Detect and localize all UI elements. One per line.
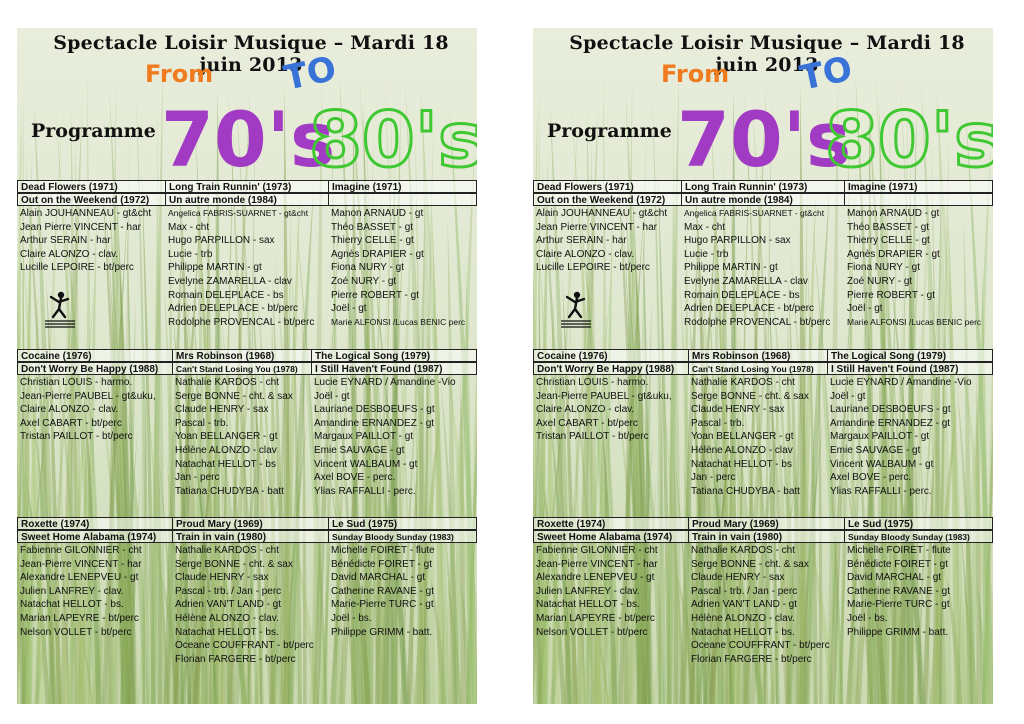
performer-line: Claude HENRY - sax	[175, 572, 269, 584]
logo-to-text: TO	[280, 48, 340, 99]
performer-line: Christian LOUIS - harmo.	[536, 377, 649, 388]
performer-line: Lucie EYNARD / Amandine -Vio	[830, 377, 972, 388]
performer-line: Alain JOUHANNEAU - gt&cht	[20, 208, 152, 219]
song-title-cell: Long Train Runnin' (1973)	[165, 180, 329, 193]
performer-line: Adrien DELEPLACE - bt/perc	[684, 303, 815, 315]
performer-line: Claire ALONZO - clav.	[20, 248, 119, 260]
performer-line: Théo BASSET - gt	[331, 221, 414, 233]
song-title-cell: The Logical Song (1979)	[311, 349, 477, 362]
performer-line: Angelica FABRIS-SUARNET - gt&cht	[684, 208, 825, 218]
performer-line: Agnès DRAPIER - gt	[847, 248, 940, 260]
performer-line: Manon ARNAUD - gt	[331, 208, 424, 219]
performer-line: Evelyne ZAMARELLA - clav	[168, 276, 292, 287]
song-title-cell: Long Train Runnin' (1973)	[681, 180, 845, 193]
performer-line: Hugo PARPILLON - sax	[168, 235, 275, 247]
performer-line: Lucille LEPOIRE - bt/perc	[20, 262, 134, 274]
performer-line: Lucie - trb	[684, 248, 729, 260]
performer-line: Max - cht	[168, 221, 210, 233]
performer-line: Natachat HELLOT - bs.	[536, 599, 640, 611]
performer-line: Florian FARGERE - bt/perc	[691, 653, 812, 665]
performer-line: Emie SAUVAGE - gt	[830, 445, 921, 456]
performer-line: Jan - perc	[175, 472, 220, 484]
performer-line: Hélène ALONZO - clav	[175, 445, 277, 456]
performer-line: Jean Pierre VINCENT - har	[20, 221, 141, 233]
song-title-cell: Proud Mary (1969)	[688, 517, 845, 530]
song-title-cell: I Still Haven't Found (1987)	[311, 362, 477, 375]
performer-line: Fabienne GILONNIER - cht	[20, 545, 142, 556]
performer-line: Lauriane DESBOEUFS - gt	[314, 404, 435, 416]
program-title: Spectacle Loisir Musique – Mardi 18 juin 2013	[53, 32, 449, 76]
song-title-cell: Can't Stand Losing You (1978)	[172, 362, 312, 375]
performer-line: Serge BONNE - cht. & sax	[691, 390, 809, 402]
performer-line: Emie SAUVAGE - gt	[314, 445, 405, 456]
performer-line: Philippe GRIMM - batt.	[331, 626, 433, 638]
performer-line: Vincent WALBAUM - gt	[314, 458, 418, 470]
performer-line: Nathalie KARDOS - cht	[175, 377, 279, 388]
logo-70s-text: 70's	[677, 95, 852, 184]
logo-from-text: From	[661, 60, 730, 88]
performer-line: Bénédicte FOIRET - gt	[847, 558, 948, 570]
performer-line: Pierre ROBERT - gt	[331, 289, 419, 301]
performer-line: Oceane COUFFRANT - bt/perc	[691, 640, 830, 652]
from-70s-to-80s-logo	[653, 46, 993, 186]
performer-line: Claire ALONZO - clav.	[20, 404, 119, 416]
performer-line: Fabienne GILONNIER - cht	[536, 545, 658, 556]
song-title-cell: Dead Flowers (1971)	[17, 180, 166, 193]
performer-line: Serge BONNE - cht. & sax	[691, 558, 809, 570]
performer-line: Adrien VAN'T LAND - gt	[691, 599, 798, 611]
song-title-cell: Le Sud (1975)	[844, 517, 993, 530]
performer-line: David MARCHAL - gt	[847, 572, 942, 584]
performer-line: Marie-Pierre TURC - gt	[847, 599, 950, 611]
song-title-cell: Don't Worry Be Happy (1988)	[17, 362, 173, 375]
performer-line: Philippe MARTIN - gt	[684, 262, 778, 274]
performer-line: Adrien VAN'T LAND - gt	[175, 599, 282, 611]
performer-line: Vincent WALBAUM - gt	[830, 458, 934, 470]
song-title-cell: Sweet Home Alabama (1974)	[533, 530, 689, 543]
performer-line: Yoan BELLANGER - gt	[175, 431, 278, 443]
performer-line: Tatiana CHUDYBA - batt	[691, 485, 800, 497]
performer-line: Amandine ERNANDEZ - gt	[314, 417, 435, 429]
performer-line: Fiona NURY - gt	[331, 262, 404, 274]
song-title-cell: Mrs Robinson (1968)	[688, 349, 828, 362]
performer-line: Julien LANFREY - clav.	[20, 585, 124, 597]
performer-line: Jean-Pierre VINCENT - har	[20, 558, 142, 570]
performer-line: Catherine RAVANE - gt	[331, 585, 435, 597]
performer-line: Pascal - trb.	[691, 417, 745, 429]
song-title-cell: Cocaine (1976)	[17, 349, 173, 362]
performer-line: Joël - gt	[830, 390, 866, 402]
song-title-cell: Out on the Weekend (1972)	[17, 193, 166, 206]
performer-line: Joël - gt	[314, 390, 350, 402]
performer-line: Joël - bs.	[331, 613, 372, 624]
performer-line: Thierry CELLE - gt	[331, 235, 414, 247]
performer-line: Axel BOVE - perc.	[314, 472, 396, 484]
performer-line: David MARCHAL - gt	[331, 572, 426, 584]
performer-line: Natachat HELLOT - bs	[175, 458, 276, 470]
performer-line: Adrien DELEPLACE - bt/perc	[168, 303, 299, 315]
performer-line: Hélène ALONZO - clav.	[175, 613, 279, 624]
performer-line: Claire ALONZO - clav.	[536, 404, 635, 416]
performer-line: Jean-Pierre VINCENT - har	[536, 558, 658, 570]
song-title-cell: Sunday Bloody Sunday (1983)	[844, 530, 993, 543]
song-title-cell: Imagine (1971)	[844, 180, 993, 193]
performer-line: Pascal - trb.	[175, 417, 229, 429]
performer-line: Ylias RAFFALLI - perc.	[830, 485, 932, 497]
performer-line: Tristan PAILLOT - bt/perc	[536, 431, 649, 443]
performer-line: Alain JOUHANNEAU - gt&cht	[536, 208, 668, 219]
performer-line: Claire ALONZO - clav.	[536, 248, 635, 260]
performer-line: Rodolphe PROVENCAL - bt/perc	[168, 316, 315, 328]
performer-line: Jan - perc	[691, 472, 736, 484]
song-title-cell: The Logical Song (1979)	[827, 349, 993, 362]
performer-line: Alexandre LENEPVEU - gt	[20, 572, 139, 584]
performer-line: Lauriane DESBOEUFS - gt	[830, 404, 951, 416]
performer-line: Manon ARNAUD - gt	[847, 208, 940, 219]
performer-line: Michelle FOIRET - flute	[331, 545, 435, 556]
performer-line: Margaux PAILLOT - gt	[314, 431, 414, 443]
song-title-cell	[328, 193, 477, 206]
performer-line: Arthur SERAIN - har	[20, 235, 111, 247]
song-title-cell	[844, 193, 993, 206]
performer-line: Natachat HELLOT - bs.	[175, 626, 279, 638]
song-title-cell: Dead Flowers (1971)	[533, 180, 682, 193]
performer-line: Serge BONNE - cht. & sax	[175, 390, 293, 402]
performer-line: Zoé NURY - gt	[331, 276, 397, 287]
performer-line: Arthur SERAIN - har	[536, 235, 627, 247]
song-title-cell: Mrs Robinson (1968)	[172, 349, 312, 362]
performer-line: Natachat HELLOT - bs.	[691, 626, 795, 638]
performer-line: Pierre ROBERT - gt	[847, 289, 935, 301]
performer-line: Michelle FOIRET - flute	[847, 545, 951, 556]
performer-line: Evelyne ZAMARELLA - clav	[684, 276, 808, 287]
song-title-cell: Cocaine (1976)	[533, 349, 689, 362]
logo-80s-text: 80's	[309, 95, 477, 184]
performer-line: Axel CABART - bt/perc	[20, 417, 122, 429]
performer-line: Natachat HELLOT - bs.	[20, 599, 124, 611]
program-sheet-left	[17, 28, 477, 704]
song-title-cell: Don't Worry Be Happy (1988)	[533, 362, 689, 375]
performer-line: Julien LANFREY - clav.	[536, 585, 640, 597]
logo-to-text: TO	[796, 48, 856, 99]
performer-line: Philippe MARTIN - gt	[168, 262, 262, 274]
performer-line: Joël - gt	[331, 303, 367, 315]
song-title-cell: Un autre monde (1984)	[165, 193, 329, 206]
song-title-cell: Proud Mary (1969)	[172, 517, 329, 530]
performer-line: Rodolphe PROVENCAL - bt/perc	[684, 316, 831, 328]
program-title: Spectacle Loisir Musique – Mardi 18 juin 2013	[569, 32, 965, 76]
performer-line: Axel BOVE - perc.	[830, 472, 912, 484]
song-title-cell: I Still Haven't Found (1987)	[827, 362, 993, 375]
song-title-cell: Train in vain (1980)	[172, 530, 329, 543]
performer-line: Tatiana CHUDYBA - batt	[175, 485, 284, 497]
dancer-icon	[43, 290, 77, 330]
performer-line: Lucille LEPOIRE - bt/perc	[536, 262, 650, 274]
performer-line: Tristan PAILLOT - bt/perc	[20, 431, 133, 443]
performer-line: Fiona NURY - gt	[847, 262, 920, 274]
performer-line: Claude HENRY - sax	[175, 404, 269, 416]
performer-line: Hélène ALONZO - clav	[691, 445, 793, 456]
performer-line: Natachat HELLOT - bs	[691, 458, 792, 470]
performer-line: Axel CABART - bt/perc	[536, 417, 638, 429]
performer-line: Jean-Pierre PAUBEL - gt&uku,	[536, 390, 672, 402]
performer-line: Alexandre LENEPVEU - gt	[536, 572, 655, 584]
performer-line: Florian FARGERE - bt/perc	[175, 653, 296, 665]
performer-line: Ylias RAFFALLI - perc.	[314, 485, 416, 497]
performer-line: Amandine ERNANDEZ - gt	[830, 417, 951, 429]
logo-80s-text: 80's	[825, 95, 993, 184]
performer-line: Jean Pierre VINCENT - har	[536, 221, 657, 233]
performer-line: Claude HENRY - sax	[691, 404, 785, 416]
song-title-cell: Sunday Bloody Sunday (1983)	[328, 530, 477, 543]
song-title-cell: Train in vain (1980)	[688, 530, 845, 543]
song-title-cell: Le Sud (1975)	[328, 517, 477, 530]
performer-line: Hugo PARPILLON - sax	[684, 235, 791, 247]
programme-heading: Programme	[547, 120, 672, 142]
dancer-icon	[559, 290, 593, 330]
from-70s-to-80s-logo	[137, 46, 477, 186]
song-title-cell: Imagine (1971)	[328, 180, 477, 193]
song-title-cell: Out on the Weekend (1972)	[533, 193, 682, 206]
song-title-cell: Roxette (1974)	[533, 517, 689, 530]
performer-line: Serge BONNE - cht. & sax	[175, 558, 293, 570]
performer-line: Nathalie KARDOS - cht	[175, 545, 279, 556]
performer-line: Nelson VOLLET - bt/perc	[536, 626, 648, 638]
performer-line: Nelson VOLLET - bt/perc	[20, 626, 132, 638]
performer-line: Pascal - trb. / Jan - perc	[691, 585, 798, 597]
performer-line: Margaux PAILLOT - gt	[830, 431, 930, 443]
program-sheet-right	[533, 28, 993, 704]
logo-from-text: From	[145, 60, 214, 88]
performer-line: Claude HENRY - sax	[691, 572, 785, 584]
performer-line: Marian LAPEYRE - bt/perc	[20, 613, 139, 624]
programme-heading: Programme	[31, 120, 156, 142]
performer-line: Hélène ALONZO - clav.	[691, 613, 795, 624]
performer-line: Philippe GRIMM - batt.	[847, 626, 949, 638]
performer-line: Marie ALFONSI /Lucas BENIC perc	[847, 316, 982, 327]
performer-line: Lucie - trb	[168, 248, 213, 260]
performer-line: Romain DELEPLACE - bs	[684, 289, 800, 301]
performer-line: Marian LAPEYRE - bt/perc	[536, 613, 655, 624]
logo-70s-text: 70's	[161, 95, 336, 184]
performer-line: Marie-Pierre TURC - gt	[331, 599, 434, 611]
performer-line: Joël - bs.	[847, 613, 888, 624]
performer-line: Nathalie KARDOS - cht	[691, 377, 795, 388]
performer-line: Oceane COUFFRANT - bt/perc	[175, 640, 314, 652]
performer-line: Pascal - trb. / Jan - perc	[175, 585, 282, 597]
song-title-cell: Roxette (1974)	[17, 517, 173, 530]
performer-line: Bénédicte FOIRET - gt	[331, 558, 432, 570]
performer-line: Angelica FABRIS-SUARNET - gt&cht	[168, 208, 309, 218]
song-title-cell: Un autre monde (1984)	[681, 193, 845, 206]
performer-line: Théo BASSET - gt	[847, 221, 930, 233]
performer-line: Thierry CELLE - gt	[847, 235, 930, 247]
performer-line: Agnès DRAPIER - gt	[331, 248, 424, 260]
song-title-cell: Can't Stand Losing You (1978)	[688, 362, 828, 375]
performer-line: Marie ALFONSI /Lucas BENIC perc	[331, 316, 466, 327]
performer-line: Jean-Pierre PAUBEL - gt&uku,	[20, 390, 156, 402]
performer-line: Catherine RAVANE - gt	[847, 585, 951, 597]
performer-line: Christian LOUIS - harmo.	[20, 377, 133, 388]
performer-line: Nathalie KARDOS - cht	[691, 545, 795, 556]
performer-line: Zoé NURY - gt	[847, 276, 913, 287]
performer-line: Max - cht	[684, 221, 726, 233]
performer-line: Lucie EYNARD / Amandine -Vio	[314, 377, 456, 388]
performer-line: Romain DELEPLACE - bs	[168, 289, 284, 301]
performer-line: Yoan BELLANGER - gt	[691, 431, 794, 443]
performer-line: Joël - gt	[847, 303, 883, 315]
song-title-cell: Sweet Home Alabama (1974)	[17, 530, 173, 543]
